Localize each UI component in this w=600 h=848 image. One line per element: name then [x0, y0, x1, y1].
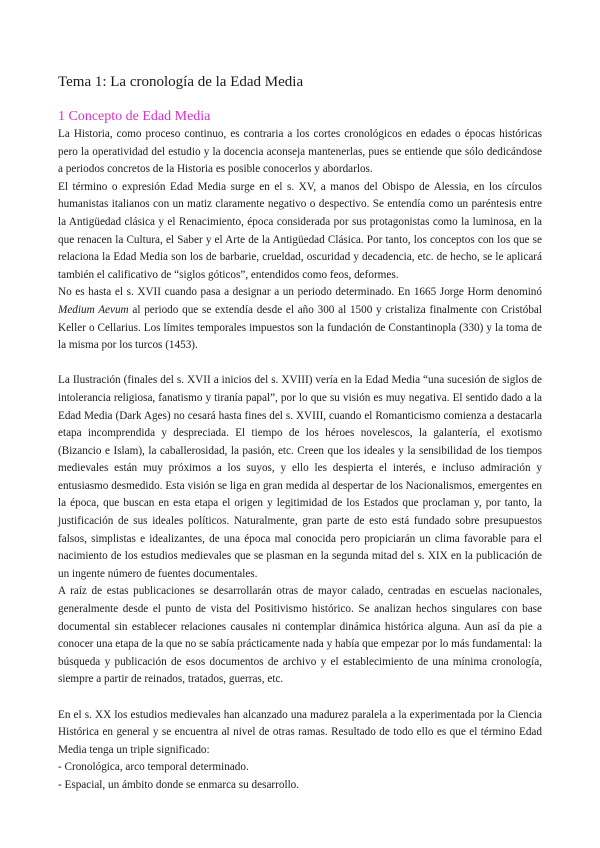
paragraph-text: al periodo que se extendía desde el año 300 al 1500 y cristaliza finalmente con Cristóbal Keller o Cellarius. Los límites temporales impuestos son la fundación de Constantinopla (330) y la toma de la misma por los turcos (1453). — [58, 303, 542, 352]
section-heading: 1 Concepto de Edad Media — [58, 109, 211, 124]
paragraph-text: No es hasta el s. XVII cuando pasa a designar a un periodo determinado. En 1665 Jorge Horm denominó — [58, 286, 542, 299]
paragraph: En el s. XX los estudios medievales han alcanzado una madurez paralela a la experimentada por la Ciencia Histórica en general y se encuentra al nivel de otras ramas. Resultado de todo ello es que el término Edad Media tenga un triple significado: — [58, 708, 542, 756]
list-item: - Espacial, un ámbito donde se enmarca su desarrollo. — [58, 778, 300, 791]
paragraph: La Ilustración (finales del s. XVII a inicios del s. XVIII) vería en la Edad Media “una sucesión de siglos de intolerancia religiosa, fanatismo y tiranía papal”, por lo que su visión es muy negativa. El sentido dado a la Edad Media (Dark Ages) no cesará hasta fines del s. XVIII, cuando el Romanticismo comienza a destacarla etapa incomprendida y despreciada. El tiempo de los héroes novelescos, la galantería, el exotismo (Bizancio e Islam), la caballerosidad, la pasión, etc. Creen que los ideales y la sensibilidad de los tiempos medievales están muy próximos a los suyos, y ello les despierta el interés, e incluso admiración y entusiasmo desmedido. Esta visión se liga en gran medida al despertar de los Nacionalismos, emergentes en la época, que buscan en esta etapa el origen y legitimidad de los Estados que proclaman y, por tanto, la justificación de sus ideales políticos. Naturalmente, gran parte de esto está fundado sobre presupuestos falsos, simplistas e idealizantes, de una época mal conocida pero propiciarán un clima favorable para el nacimiento de los estudios medievales que se plasman en la segunda mitad del s. XIX en la publicación de un ingente número de fuentes documentales. — [58, 374, 542, 580]
document-body — [58, 126, 542, 795]
list-item: - Cronológica, arco temporal determinado. — [58, 761, 249, 774]
paragraph: El término o expresión Edad Media surge en el s. XV, a manos del Obispo de Alessia, en los círculos humanistas italianos con un matiz claramente negativo o despectivo. Se entendía como un paréntesis entre la Antigüedad clásica y el Renacimiento, época considerada por sus protagonistas como la luminosa, en la que renacen la Cultura, el Saber y el Arte de la Antigüedad Clásica. Por tanto, los conceptos con los que se relaciona la Edad Media son los de barbarie, crueldad, oscuridad y decadencia, etc. de hecho, se le aplicará también el calificativo de “siglos góticos”, entendidos como feos, deformes. — [58, 180, 542, 281]
document-title: Tema 1: La cronología de la Edad Media — [58, 74, 304, 90]
paragraph: La Historia, como proceso continuo, es contraria a los cortes cronológicos en edades o épocas históricas pero la operatividad del estudio y la docencia aconseja mantenerlas, pues se entiende que sólo dedicándose a periodos concretos de la Historia es posible conocerlos y abordarlos. — [58, 128, 542, 176]
paragraph — [58, 284, 542, 354]
meaning-list — [58, 759, 542, 794]
latin-term: Medium Aevum — [58, 303, 129, 316]
paragraph: A raíz de estas publicaciones se desarrollarán otras de mayor calado, centradas en escuelas nacionales, generalmente desde el punto de vista del Positivismo histórico. Se analizan hechos singulares con base documental sin establecer relaciones causales ni contemplar dinámica histórica alguna. Aun así da pie a conocer una etapa de la que no se sabía prácticamente nada y había que empezar por lo más fundamental: la búsqueda y publicación de esos documentos de archivo y el establecimiento de una mínima cronología, siempre a partir de reinados, tratados, guerras, etc. — [58, 585, 542, 686]
